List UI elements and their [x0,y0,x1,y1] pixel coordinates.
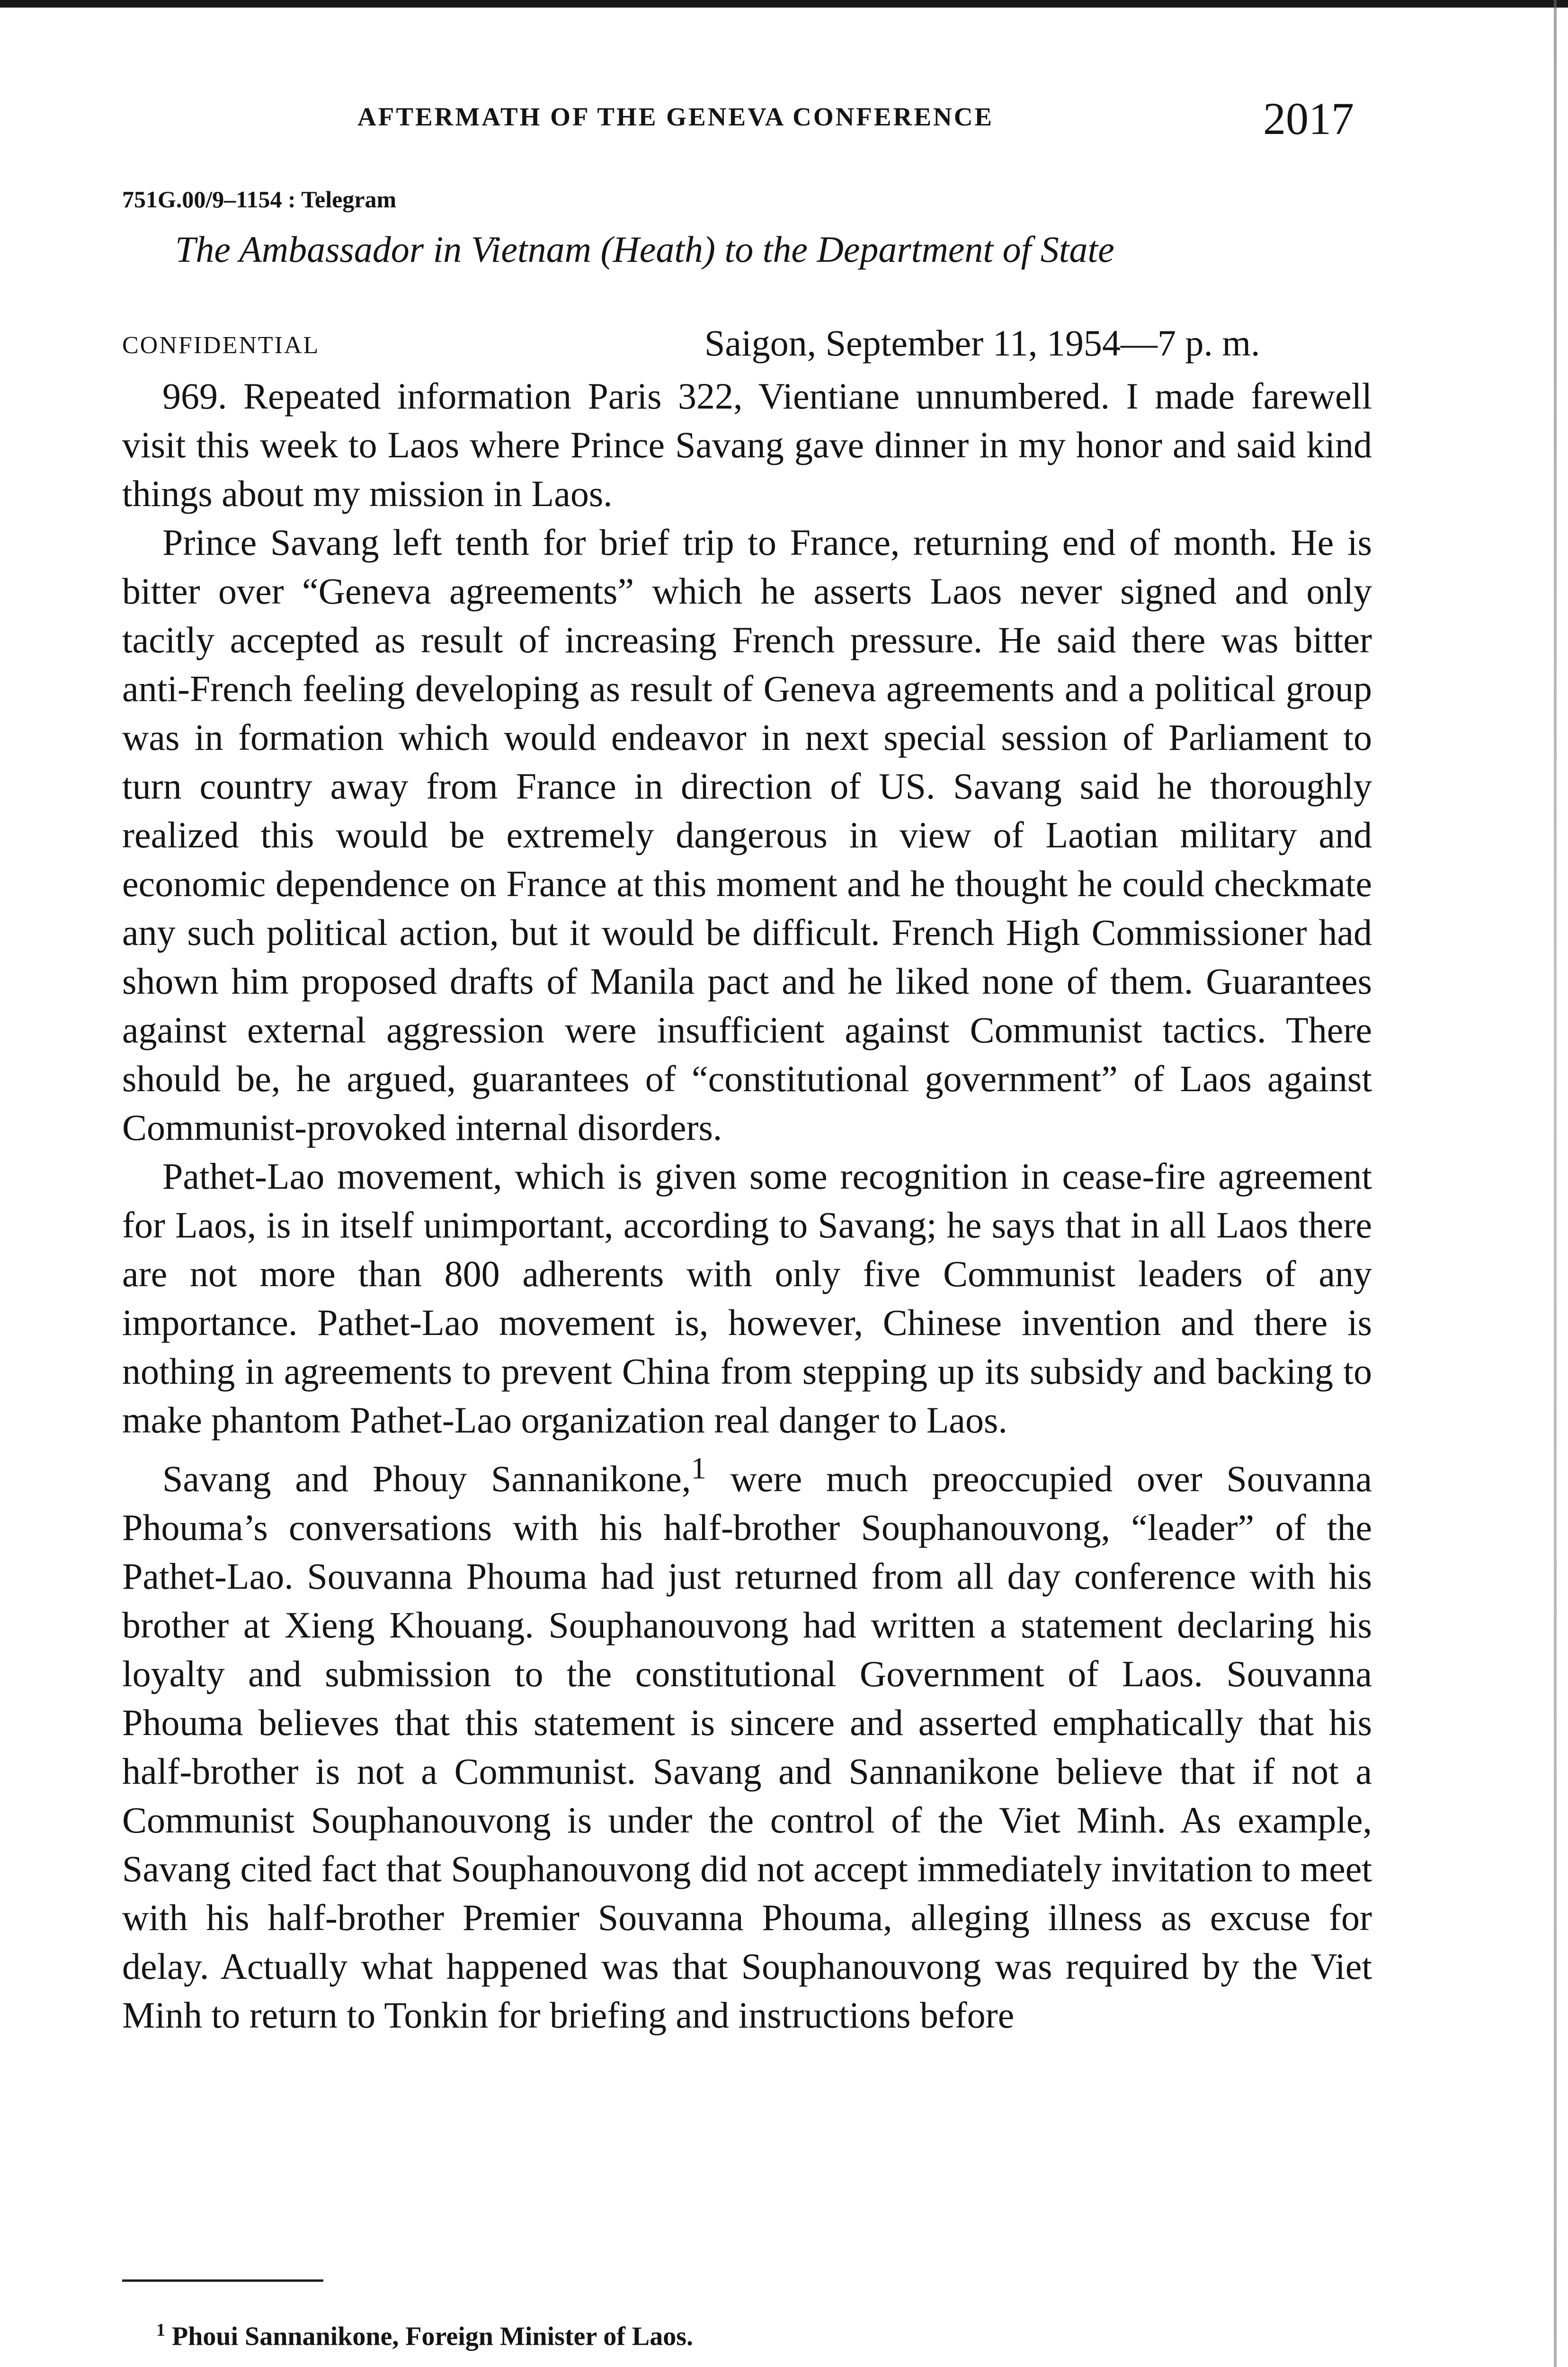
footnote-rule [122,2279,323,2282]
paragraph-4-rest: were much preoccupied over Souvanna Phouma’s conversations with his half-brother Souphanouvong, “leader” of the Pathet-Lao. Souvanna Phouma had just returned from all day conference with his brother at Xieng Khouang. Souphanouvong had written a statement declaring his loyalty and submission to the constitutional Government of Laos. Souvanna Phouma believes that this statement is sincere and asserted emphatically that his half-brother is not a Communist. Savang and Sannanikone believe that if not a Communist Souphanouvong is under the control of the Viet Minh. As example, Savang cited fact that Souphanouvong did not accept immediately invitation to meet with his half-brother Premier Souvanna Phouma, alleging illness as excuse for delay. Actually what happened was that Souphanouvong was required by the Viet Minh to return to Tonkin for briefing and instructions before [122,1458,1372,2036]
page-number: 2017 [1263,93,1354,144]
dateline-row [122,322,1372,369]
dateline: Saigon, September 11, 1954—7 p. m. [704,322,1260,364]
paragraph-1: 969. Repeated information Paris 322, Vientiane unnumbered. I made farewell visit this week to Laos where Prince Savang gave dinner in my honor and said kind things about my mission in Laos. [122,375,1372,514]
paragraph-2: Prince Savang left tenth for brief trip to France, returning end of month. He is bitter over “Geneva agreements” which he asserts Laos never signed and only tacitly accepted as result of increasing French pressure. He said there was bitter anti-French feeling developing as result of Geneva agreements and a political group was in formation which would endeavor in next special session of Parliament to turn country away from France in direction of US. Savang said he thoroughly realized this would be extremely dangerous in view of Laotian military and economic dependence on France at this moment and he thought he could checkmate any such political action, but it would be difficult. French High Commissioner had shown him proposed drafts of Manila pact and he liked none of them. Guarantees against external aggression were insufficient against Communist tactics. There should be, he argued, guarantees of “constitutional government” of Laos against Communist-provoked internal disorders. [122,522,1372,1148]
running-head [0,92,1373,144]
classification: CONFIDENTIAL [122,332,320,359]
paragraph-3: Pathet-Lao movement, which is given some recognition in cease-fire agreement for Laos, is in itself unimportant, according to Savang; he says that in all Laos there are not more than 800 adherents with only five Communist leaders of any importance. Pathet-Lao movement is, however, Chinese invention and there is nothing in agreements to prevent China from stepping up its subsidy and backing to make phantom Pathet-Lao organization real danger to Laos. [122,1156,1372,1441]
document-id: 751G.00/9–1154 : Telegram [122,186,397,213]
footnote-reference: 1 [691,1451,706,1486]
footnote [156,2320,693,2352]
top-border-rule [0,0,1568,8]
document-heading: The Ambassador in Vietnam (Heath) to the Department of State [175,229,1114,270]
footnote-marker: 1 [156,2320,165,2340]
running-title: AFTERMATH OF THE GENEVA CONFERENCE [357,102,994,131]
body-text [122,372,1372,2039]
footnote-text: Phoui Sannanikone, Foreign Minister of Laos. [165,2322,693,2351]
right-edge-rule [1554,0,1557,2367]
paragraph-4 [122,1444,1372,2039]
paragraph-4-lead: Savang and Phouy Sannanikone, [162,1458,691,1499]
